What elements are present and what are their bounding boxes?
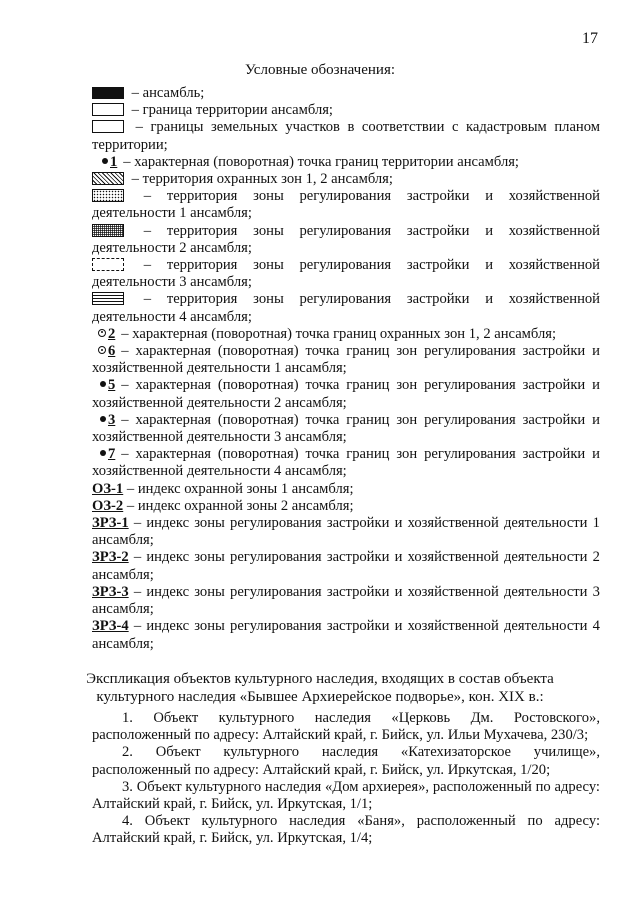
legend-item bbox=[92, 618, 600, 652]
point-dot-icon bbox=[102, 158, 108, 164]
legend-text: – территория охранных зон 1, 2 ансамбля; bbox=[131, 171, 393, 188]
legend-item bbox=[92, 498, 600, 515]
list-item: 4. Объект культурного наследия «Баня», расположенный по адресу: Алтайский край, г. Бийск, ул. Иркутская, 1/4; bbox=[92, 813, 600, 847]
dashed-symbol bbox=[92, 258, 124, 271]
legend-text: – границы земельных участков в соответствии с кадастровым планом территории; bbox=[92, 119, 600, 153]
point-number: 3 bbox=[108, 411, 116, 428]
legend-item bbox=[92, 377, 600, 411]
legend-item bbox=[92, 412, 600, 446]
dots-symbol bbox=[92, 189, 124, 202]
legend-item bbox=[92, 257, 600, 291]
legend-text: – характерная (поворотная) точка границ зон регулирования застройки и хозяйственной деятельности 1 ансамбля; bbox=[92, 343, 600, 377]
legend-item bbox=[92, 102, 600, 119]
list-item: 2. Объект культурного наследия «Катехизаторское училище», расположенный по адресу: Алтайский край, г. Бийск, ул. Иркутская, 1/20; bbox=[92, 744, 600, 778]
point-dot-icon bbox=[100, 381, 106, 387]
list-item: 3. Объект культурного наследия «Дом архиерея», расположенный по адресу: Алтайский край, г. Бийск, ул. Иркутская, 1/1; bbox=[92, 778, 600, 813]
zone-index: ЗРЗ-3 bbox=[92, 583, 129, 600]
legend-text: – характерная (поворотная) точка границ зон регулирования застройки и хозяйственной деятельности 2 ансамбля; bbox=[92, 377, 600, 411]
legend-text: – индекс охранной зоны 1 ансамбля; bbox=[126, 480, 354, 497]
hatch-symbol bbox=[92, 172, 124, 185]
legend-item bbox=[92, 515, 600, 549]
point-number: 6 bbox=[108, 343, 116, 360]
page-number: 17 bbox=[582, 30, 598, 47]
point-dot-icon bbox=[100, 416, 106, 422]
legend-item bbox=[92, 154, 600, 171]
legend-item bbox=[92, 171, 600, 188]
legend-text: – граница территории ансамбля; bbox=[131, 102, 333, 119]
legend-item bbox=[92, 223, 600, 257]
legend-text: – характерная (поворотная) точка границ зон регулирования застройки и хозяйственной деятельности 4 ансамбля; bbox=[92, 446, 600, 480]
legend-text: – характерная (поворотная) точка границ территории ансамбля; bbox=[123, 153, 519, 170]
list-item: 1. Объект культурного наследия «Церковь Дм. Ростовского», расположенный по адресу: Алтайский край, г. Бийск, ул. Ильи Мухачева, 230/3; bbox=[92, 710, 600, 744]
legend-item bbox=[92, 446, 600, 480]
legend-text: – индекс зоны регулирования застройки и хозяйственной деятельности 4 ансамбля; bbox=[92, 618, 600, 652]
zone-index: ЗРЗ-4 bbox=[92, 618, 129, 635]
legend-item bbox=[92, 481, 600, 498]
legend-item bbox=[92, 291, 600, 325]
ensemble-fill-symbol bbox=[92, 87, 124, 99]
legend-title: Условные обозначения: bbox=[244, 62, 396, 78]
legend-item bbox=[92, 584, 600, 618]
legend-item bbox=[92, 326, 600, 343]
lines-symbol bbox=[92, 292, 124, 305]
cadastral-border-symbol bbox=[92, 120, 124, 133]
legend-text: – характерная (поворотная) точка границ охранных зон 1, 2 ансамбля; bbox=[121, 325, 557, 342]
zone-index: ОЗ-1 bbox=[92, 480, 124, 497]
point-dot-icon bbox=[100, 450, 106, 456]
point-ring-icon bbox=[98, 346, 106, 354]
legend-text: – индекс зоны регулирования застройки и хозяйственной деятельности 3 ансамбля; bbox=[92, 583, 600, 618]
territory-border-symbol bbox=[92, 103, 124, 116]
legend-text: – территория зоны регулирования застройки и хозяйственной деятельности 4 ансамбля; bbox=[92, 291, 600, 325]
explication-title bbox=[0, 670, 640, 706]
point-number: 7 bbox=[108, 446, 116, 463]
point-number: 2 bbox=[108, 325, 116, 342]
explication-title-line: Экспликация объектов культурного наследия, входящих в состав объекта bbox=[86, 671, 554, 687]
legend-text: – ансамбль; bbox=[131, 85, 205, 101]
legend-text: – индекс охранной зоны 2 ансамбля; bbox=[126, 497, 354, 514]
point-ring-icon bbox=[98, 329, 106, 337]
legend-item bbox=[92, 343, 600, 377]
legend bbox=[92, 85, 600, 653]
legend-item bbox=[92, 188, 600, 222]
grid-symbol bbox=[92, 224, 124, 237]
legend-text: – территория зоны регулирования застройки и хозяйственной деятельности 3 ансамбля; bbox=[92, 257, 600, 291]
legend-text: – характерная (поворотная) точка границ зон регулирования застройки и хозяйственной деятельности 3 ансамбля; bbox=[92, 411, 600, 446]
point-number: 5 bbox=[108, 377, 116, 394]
legend-text: – индекс зоны регулирования застройки и хозяйственной деятельности 1 ансамбля; bbox=[92, 515, 600, 549]
legend-text: – индекс зоны регулирования застройки и хозяйственной деятельности 2 ансамбля; bbox=[92, 549, 600, 583]
legend-item bbox=[92, 549, 600, 583]
legend-item bbox=[92, 85, 600, 102]
zone-index: ОЗ-2 bbox=[92, 497, 124, 514]
zone-index: ЗРЗ-2 bbox=[92, 549, 129, 566]
legend-text: – территория зоны регулирования застройки и хозяйственной деятельности 1 ансамбля; bbox=[92, 188, 600, 222]
explication-title-line: культурного наследия «Бывшее Архиерейское подворье», кон. XIX в.: bbox=[96, 689, 544, 705]
legend-item bbox=[92, 119, 600, 153]
point-number: 1 bbox=[110, 153, 118, 170]
zone-index: ЗРЗ-1 bbox=[92, 515, 129, 532]
legend-text: – территория зоны регулирования застройки и хозяйственной деятельности 2 ансамбля; bbox=[92, 222, 600, 256]
heritage-objects-list bbox=[92, 710, 600, 848]
